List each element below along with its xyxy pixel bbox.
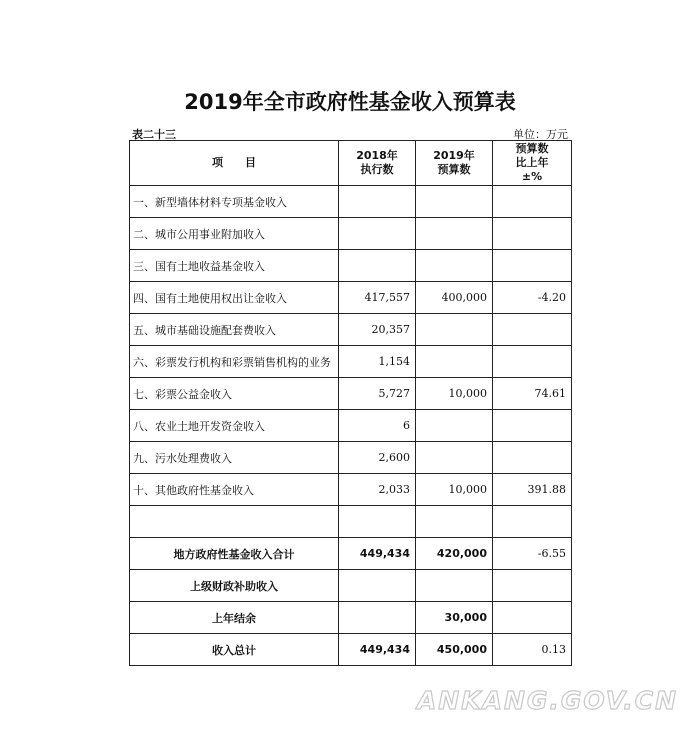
row-change-value <box>493 218 572 250</box>
row-2018-value <box>339 250 416 282</box>
row-2019-value: 10,000 <box>416 474 493 506</box>
header-2019-line1: 2019年 <box>433 149 475 162</box>
table-row <box>130 218 572 250</box>
unit-label: 单位：万元 <box>513 128 568 141</box>
row-2018-value <box>339 506 416 538</box>
header-change-line3: ±% <box>521 170 543 183</box>
row-item-name <box>130 506 339 538</box>
row-2018-value <box>339 186 416 218</box>
table-number: 表二十三 <box>132 128 176 141</box>
row-item-name: 二、城市公用事业附加收入 <box>130 218 339 250</box>
row-item-name: 十、其他政府性基金收入 <box>130 474 339 506</box>
row-2019-value <box>416 250 493 282</box>
row-2019-value: 10,000 <box>416 378 493 410</box>
total-2018-value <box>339 602 416 634</box>
total-row-grand-total <box>130 634 572 666</box>
row-2018-value: 1,154 <box>339 346 416 378</box>
row-2018-value <box>339 218 416 250</box>
page-title: 2019年全市政府性基金收入预算表 <box>184 90 516 114</box>
total-2018-value: 449,434 <box>339 634 416 666</box>
table-row-empty <box>130 506 572 538</box>
header-2018 <box>339 141 416 186</box>
total-2018-value: 449,434 <box>339 538 416 570</box>
row-2018-value: 2,033 <box>339 474 416 506</box>
row-item-name: 六、彩票发行机构和彩票销售机构的业务 <box>130 346 339 378</box>
row-item-name: 九、污水处理费收入 <box>130 442 339 474</box>
row-change-value <box>493 506 572 538</box>
row-item-name: 三、国有土地收益基金收入 <box>130 250 339 282</box>
table-row <box>130 410 572 442</box>
row-change-value <box>493 186 572 218</box>
row-change-value <box>493 442 572 474</box>
header-change-line2: 比上年 <box>515 156 549 169</box>
row-2019-value <box>416 442 493 474</box>
total-change-value: 0.13 <box>493 634 572 666</box>
table-row <box>130 250 572 282</box>
budget-table <box>129 140 572 666</box>
row-2019-value <box>416 506 493 538</box>
row-item-name: 四、国有土地使用权出让金收入 <box>130 282 339 314</box>
row-2018-value: 20,357 <box>339 314 416 346</box>
row-change-value: 74.61 <box>493 378 572 410</box>
row-2019-value <box>416 218 493 250</box>
row-2019-value <box>416 186 493 218</box>
header-change-line1: 预算数 <box>515 142 549 155</box>
total-change-value <box>493 570 572 602</box>
row-2019-value <box>416 410 493 442</box>
header-item: 项 目 <box>130 141 339 186</box>
total-row-local-fund <box>130 538 572 570</box>
row-2018-value: 6 <box>339 410 416 442</box>
row-change-value <box>493 314 572 346</box>
total-2019-value: 450,000 <box>416 634 493 666</box>
table-row <box>130 314 572 346</box>
row-change-value <box>493 250 572 282</box>
row-2018-value: 2,600 <box>339 442 416 474</box>
total-change-value: -6.55 <box>493 538 572 570</box>
row-item-name: 七、彩票公益金收入 <box>130 378 339 410</box>
table-row <box>130 474 572 506</box>
total-row-prior-balance <box>130 602 572 634</box>
total-item-name: 上级财政补助收入 <box>130 570 339 602</box>
table-row <box>130 442 572 474</box>
total-item-name: 地方政府性基金收入合计 <box>130 538 339 570</box>
row-2018-value: 5,727 <box>339 378 416 410</box>
table-header-row <box>130 141 572 186</box>
site-watermark: ANKANG.GOV.CN <box>416 686 678 715</box>
row-2019-value <box>416 346 493 378</box>
total-2019-value: 30,000 <box>416 602 493 634</box>
total-row-higher-subsidy <box>130 570 572 602</box>
total-2019-value: 420,000 <box>416 538 493 570</box>
table-row <box>130 378 572 410</box>
row-change-value <box>493 346 572 378</box>
row-2018-value: 417,557 <box>339 282 416 314</box>
header-change <box>493 141 572 186</box>
total-item-name: 收入总计 <box>130 634 339 666</box>
table-row <box>130 282 572 314</box>
row-change-value: 391.88 <box>493 474 572 506</box>
header-2019-line2: 预算数 <box>437 163 471 176</box>
table-row <box>130 186 572 218</box>
row-2019-value <box>416 314 493 346</box>
header-2018-line1: 2018年 <box>356 149 398 162</box>
table-row <box>130 346 572 378</box>
row-2019-value: 400,000 <box>416 282 493 314</box>
header-2019 <box>416 141 493 186</box>
header-2018-line2: 执行数 <box>360 163 394 176</box>
row-change-value <box>493 410 572 442</box>
total-change-value <box>493 602 572 634</box>
total-2018-value <box>339 570 416 602</box>
row-change-value: -4.20 <box>493 282 572 314</box>
row-item-name: 一、新型墙体材料专项基金收入 <box>130 186 339 218</box>
row-item-name: 五、城市基础设施配套费收入 <box>130 314 339 346</box>
row-item-name: 八、农业土地开发资金收入 <box>130 410 339 442</box>
total-2019-value <box>416 570 493 602</box>
total-item-name: 上年结余 <box>130 602 339 634</box>
